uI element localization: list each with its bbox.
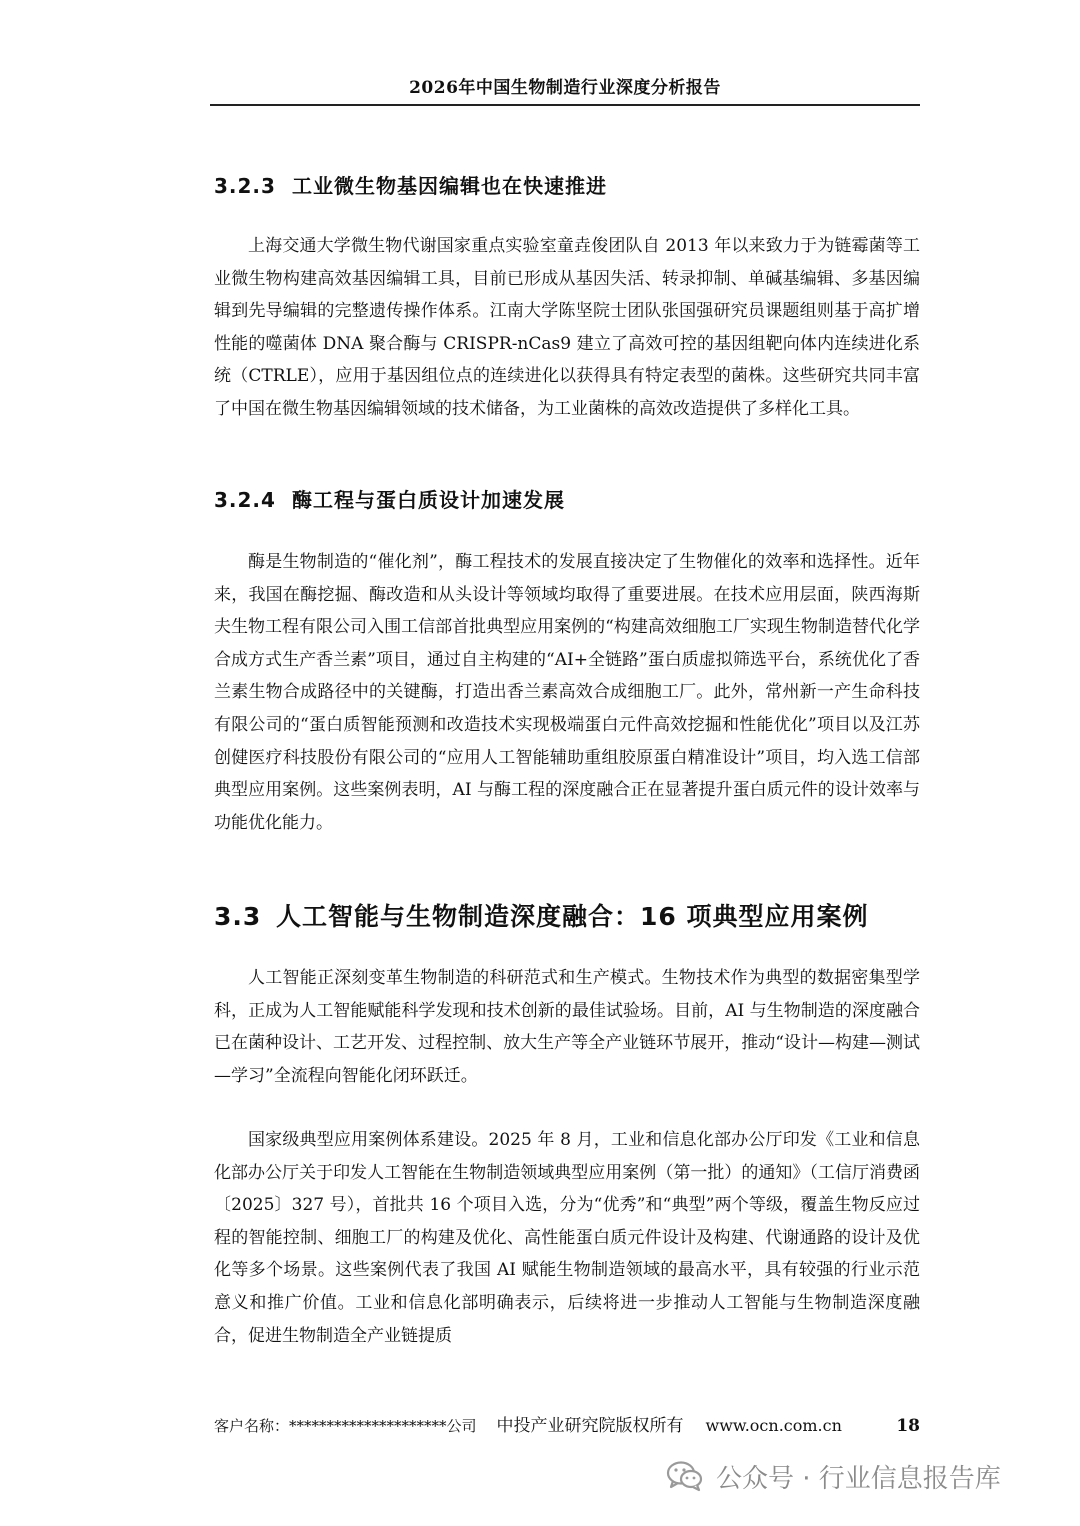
page-number: 18 — [896, 1416, 920, 1436]
section-title: 工业微生物基因编辑也在快速推进 — [292, 174, 607, 198]
wechat-watermark — [666, 1457, 1001, 1495]
footer-copyright: 中投产业研究院版权所有 — [496, 1416, 684, 1436]
section-heading-3-3 — [214, 900, 869, 934]
footer-url: www.ocn.com.cn — [705, 1416, 842, 1435]
section-heading-3-2-3 — [214, 172, 607, 200]
paragraph: 人工智能正深刻变革生物制造的科研范式和生产模式。生物技术作为典型的数据密集型学科，正成为人工智能赋能科学发现和技术创新的最佳试验场。目前，AI 与生物制造的深度融合已在菌种设计、工艺开发、过程控制、放大生产等全产业链环节展开，推动“设计—构建—测试—学习”全流程向智能化闭环跃迁。 — [214, 968, 920, 1086]
page-footer — [214, 1412, 920, 1440]
watermark-text: 公众号 · 行业信息报告库 — [716, 1463, 1001, 1494]
section-title: 人工智能与生物制造深度融合：16 项典型应用案例 — [276, 902, 869, 931]
section-number: 3.3 — [214, 902, 262, 931]
section-title: 酶工程与蛋白质设计加速发展 — [292, 488, 565, 512]
page-header — [210, 74, 920, 106]
section-heading-3-2-4 — [214, 486, 565, 514]
section-number: 3.2.3 — [214, 174, 276, 198]
header-title: 2026年中国生物制造行业深度分析报告 — [409, 78, 721, 98]
paragraph: 上海交通大学微生物代谢国家重点实验室童垚俊团队自 2013 年以来致力于为链霉菌等工业微生物构建高效基因编辑工具，目前已形成从基因失活、转录抑制、单碱基编辑、多基因编辑到先导编辑的完整遗传操作体系。江南大学陈坚院士团队张国强研究员课题组则基于高扩增性能的噬菌体 DNA 聚合酶与 CRISPR-nCas9 建立了高效可控的基因组靶向体内连续进化系统（CTRLE），应用于基因组位点的连续进化以获得具有特定表型的菌株。这些研究共同丰富了中国在微生物基因编辑领域的技术储备，为工业菌株的高效改造提供了多样化工具。 — [214, 236, 920, 419]
wechat-icon — [666, 1460, 704, 1492]
section-number: 3.2.4 — [214, 488, 276, 512]
paragraph: 国家级典型应用案例体系建设。2025 年 8 月，工业和信息化部办公厅印发《工业和信息化部办公厅关于印发人工智能在生物制造领域典型应用案例（第一批）的通知》（工信厅消费函〔2025〕327 号），首批共 16 个项目入选，分为“优秀”和“典型”两个等级，覆盖生物反应过程的智能控制、细胞工厂的构建及优化、高性能蛋白质元件设计及构建、代谢通路的设计及优化等多个场景。这些案例代表了我国 AI 赋能生物制造领域的最高水平，具有较强的行业示范意义和推广价值。工业和信息化部明确表示，后续将进一步推动人工智能与生物制造深度融合，促进生物制造全产业链提质 — [214, 1130, 920, 1346]
footer-customer: 客户名称：*********************公司 — [214, 1417, 477, 1435]
paragraph: 酶是生物制造的“催化剂”，酶工程技术的发展直接决定了生物催化的效率和选择性。近年来，我国在酶挖掘、酶改造和从头设计等领域均取得了重要进展。在技术应用层面，陕西海斯夫生物工程有限公司入围工信部首批典型应用案例的“构建高效细胞工厂实现生物制造替代化学合成方式生产香兰素”项目，通过自主构建的“AI+全链路”蛋白质虚拟筛选平台，系统优化了香兰素生物合成路径中的关键酶，打造出香兰素高效合成细胞工厂。此外，常州新一产生命科技有限公司的“蛋白质智能预测和改造技术实现极端蛋白元件高效挖掘和性能优化”项目以及江苏创健医疗科技股份有限公司的“应用人工智能辅助重组胶原蛋白精准设计”项目，均入选工信部典型应用案例。这些案例表明，AI 与酶工程的深度融合正在显著提升蛋白质元件的设计效率与功能优化能力。 — [214, 552, 920, 833]
